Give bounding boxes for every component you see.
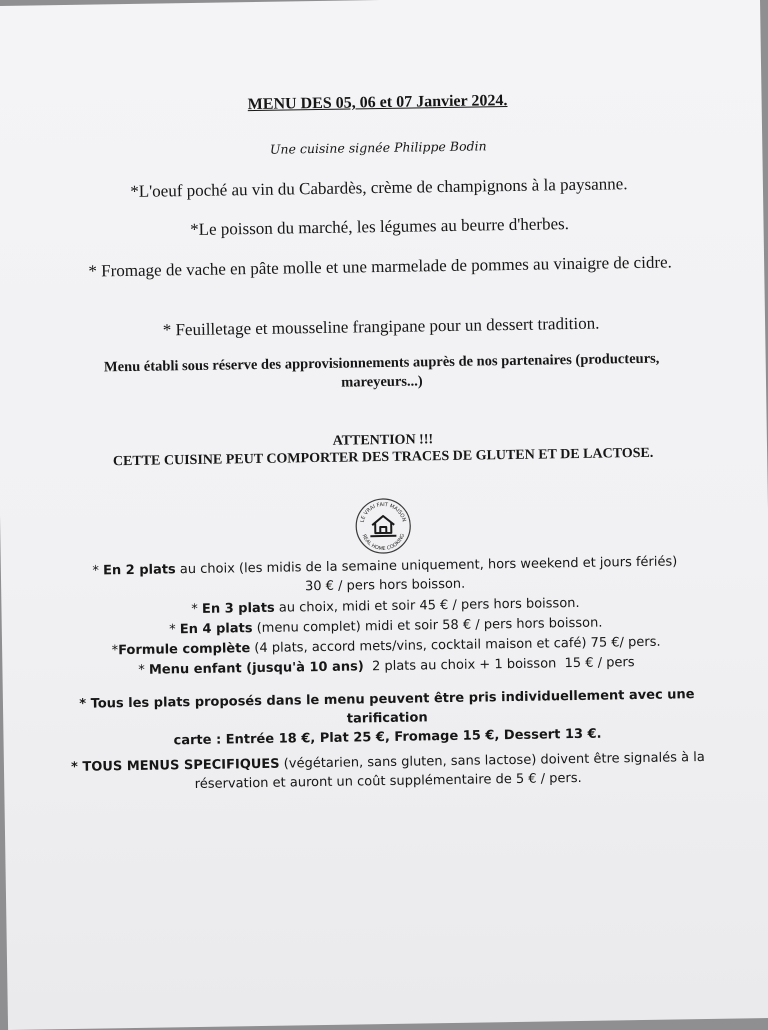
dish-starter: *L'oeuf poché au vin du Cabardès, crème de champignons à la paysanne. [130, 174, 628, 201]
logo-text-top: LE VRAI FAIT MAISON [359, 501, 407, 524]
bullet: * [138, 662, 150, 678]
special-menus-label: * TOUS MENUS SPECIFIQUES [70, 756, 280, 775]
price-4-plats-detail: (menu complet) midi et soir 58 € / pers hors boisson. [252, 615, 603, 637]
a-la-carte-line-1: * Tous les plats proposés dans le menu peuvent être pris individuellement avec une tarification [79, 687, 695, 727]
allergen-warning [39, 427, 727, 472]
price-4-plats-label: En 4 plats [179, 621, 253, 638]
menu-title: MENU DES 05, 06 et 07 Janvier 2024. [247, 92, 508, 114]
dish-cheese: * Fromage de vache en pâte molle et une marmelade de pommes au vinaigre de cidre. [88, 252, 672, 281]
special-menus-note [44, 748, 733, 797]
attention-title: ATTENTION !!! [332, 432, 434, 449]
price-2-plats-label: En 2 plats [102, 562, 176, 579]
bullet: * [191, 601, 203, 618]
menu-enfant-detail: 2 plats au choix + 1 boisson 15 € / pers [363, 655, 635, 675]
menu-enfant-label: Menu enfant (jusqu'à 10 ans) [148, 659, 364, 678]
price-3-plats-detail: au choix, midi et soir 45 € / pers hors boisson. [274, 595, 580, 616]
a-la-carte-note [43, 685, 732, 753]
dish-main: *Le poisson du marché, les légumes au beurre d'herbes. [189, 214, 570, 240]
formule-complete-label: Formule complète [118, 641, 251, 659]
supply-note-text: Menu établi sous réserve des approvisionnements auprès de nos partenaires (producteurs, mareyeurs...) [103, 350, 660, 391]
house-icon [370, 516, 396, 536]
attention-text: CETTE CUISINE PEUT COMPORTER DES TRACES DE GLUTEN ET DE LACTOSE. [112, 445, 654, 470]
fait-maison-logo [351, 492, 416, 557]
special-menus-detail: (végétarien, sans gluten, sans lactose) doivent être signalés à la [279, 749, 705, 772]
special-menus-line-2: réservation et auront un coût supplémentaire de 5 € / pers. [194, 770, 582, 793]
bullet: * [169, 622, 180, 638]
supply-note [38, 349, 727, 398]
formule-complete-detail: (4 plats, accord mets/vins, cocktail maison et café) 75 €/ pers. [250, 634, 661, 657]
price-3-plats-label: En 3 plats [201, 600, 275, 617]
bullet: * [111, 643, 119, 659]
price-2-plats-amount: 30 € / pers hors boisson. [304, 576, 466, 595]
logo-text-bottom: REAL HOME COOKING [360, 532, 407, 553]
bullet: * [92, 563, 104, 579]
a-la-carte-line-2: carte : Entrée 18 €, Plat 25 €, Fromage 15 €, Dessert 13 €. [173, 726, 602, 749]
dish-dessert: * Feuilletage et mousseline frangipane pour un dessert tradition. [162, 313, 600, 340]
chef-signature: Une cuisine signée Philippe Bodin [269, 138, 487, 157]
price-2-plats-detail: au choix (les midis de la semaine uniquement, hors weekend et jours fériés) [175, 554, 678, 578]
